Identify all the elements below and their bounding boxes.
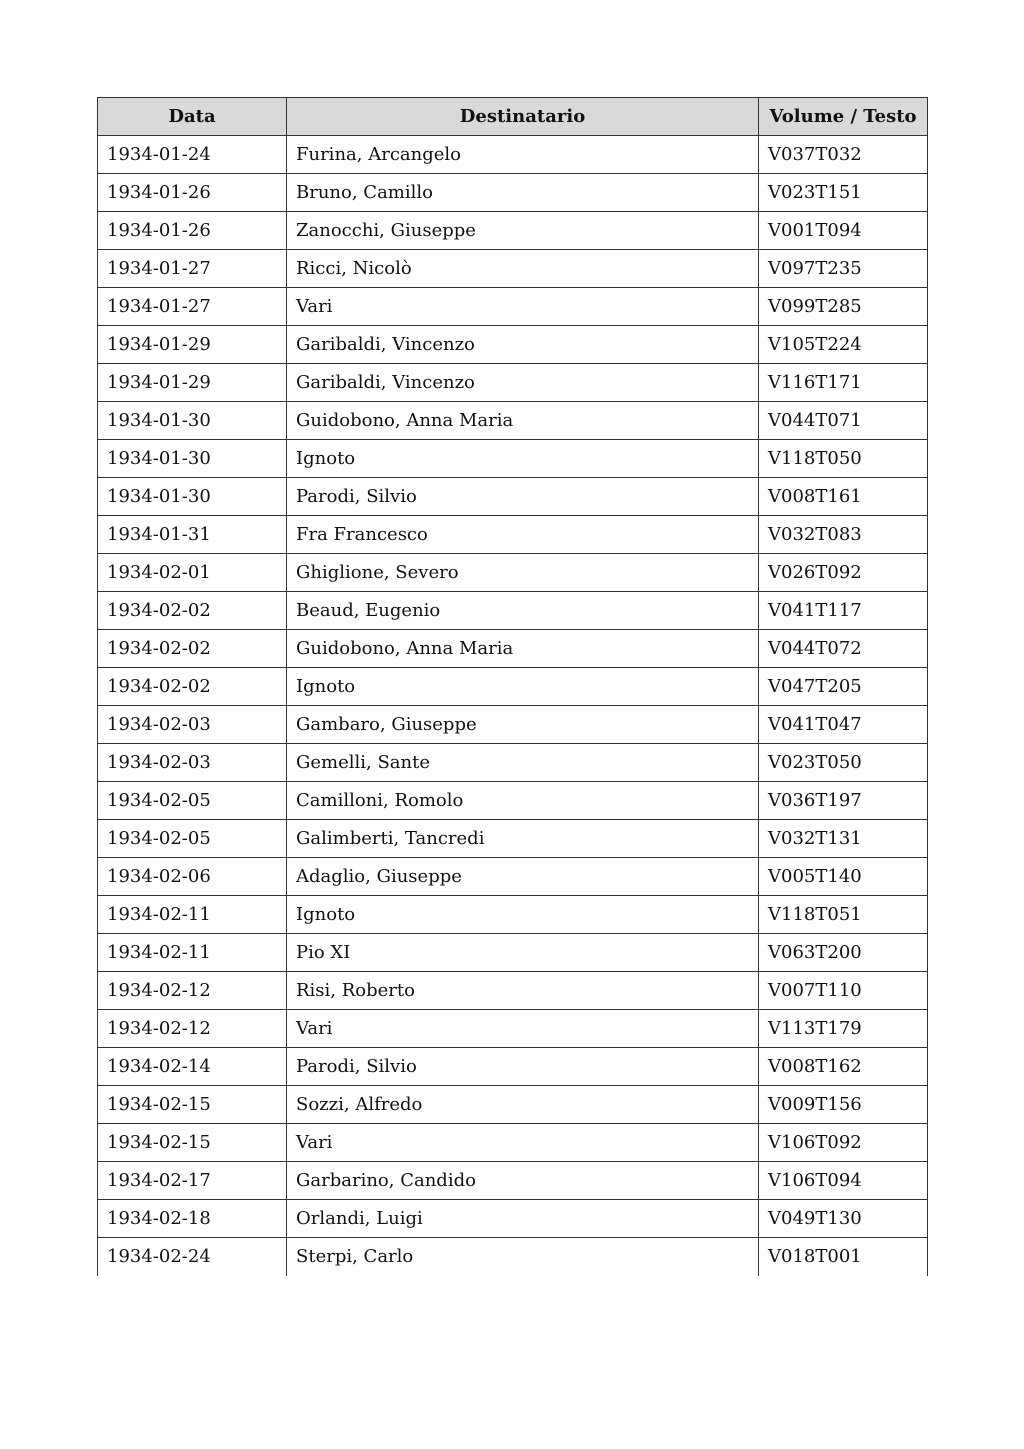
cell-date: 1934-02-06: [98, 858, 287, 896]
table-row: [98, 858, 928, 896]
cell-volume: V032T083: [759, 516, 928, 554]
table-row: [98, 212, 928, 250]
cell-date: 1934-01-24: [98, 136, 287, 174]
cell-recipient: Vari: [287, 1010, 759, 1048]
cell-recipient: Ghiglione, Severo: [287, 554, 759, 592]
cell-recipient: Guidobono, Anna Maria: [287, 630, 759, 668]
table-row: [98, 1200, 928, 1238]
cell-recipient: Beaud, Eugenio: [287, 592, 759, 630]
cell-recipient: Garibaldi, Vincenzo: [287, 364, 759, 402]
cell-recipient: Garibaldi, Vincenzo: [287, 326, 759, 364]
table-header: [98, 98, 928, 136]
table-row: [98, 972, 928, 1010]
table-row: [98, 1238, 928, 1276]
table-row: [98, 668, 928, 706]
cell-date: 1934-02-03: [98, 706, 287, 744]
cell-volume: V044T072: [759, 630, 928, 668]
cell-date: 1934-02-01: [98, 554, 287, 592]
cell-recipient: Parodi, Silvio: [287, 478, 759, 516]
cell-date: 1934-02-12: [98, 1010, 287, 1048]
cell-recipient: Gambaro, Giuseppe: [287, 706, 759, 744]
table-row: [98, 250, 928, 288]
cell-volume: V105T224: [759, 326, 928, 364]
cell-date: 1934-02-15: [98, 1086, 287, 1124]
cell-recipient: Gemelli, Sante: [287, 744, 759, 782]
cell-date: 1934-02-05: [98, 782, 287, 820]
cell-volume: V097T235: [759, 250, 928, 288]
cell-volume: V118T051: [759, 896, 928, 934]
cell-date: 1934-02-11: [98, 896, 287, 934]
cell-recipient: Garbarino, Candido: [287, 1162, 759, 1200]
cell-recipient: Sozzi, Alfredo: [287, 1086, 759, 1124]
table-row: [98, 136, 928, 174]
cell-date: 1934-02-11: [98, 934, 287, 972]
cell-recipient: Furina, Arcangelo: [287, 136, 759, 174]
cell-volume: V005T140: [759, 858, 928, 896]
table-body: [98, 136, 928, 1276]
cell-recipient: Parodi, Silvio: [287, 1048, 759, 1086]
table-header-row: [98, 98, 928, 136]
cell-recipient: Vari: [287, 288, 759, 326]
cell-recipient: Sterpi, Carlo: [287, 1238, 759, 1276]
cell-recipient: Vari: [287, 1124, 759, 1162]
cell-volume: V041T117: [759, 592, 928, 630]
table-row: [98, 1124, 928, 1162]
cell-volume: V116T171: [759, 364, 928, 402]
cell-recipient: Galimberti, Tancredi: [287, 820, 759, 858]
cell-date: 1934-02-05: [98, 820, 287, 858]
table-row: [98, 402, 928, 440]
cell-volume: V001T094: [759, 212, 928, 250]
cell-date: 1934-01-27: [98, 250, 287, 288]
cell-date: 1934-02-03: [98, 744, 287, 782]
cell-volume: V026T092: [759, 554, 928, 592]
table-row: [98, 744, 928, 782]
table-row: [98, 1086, 928, 1124]
cell-volume: V023T151: [759, 174, 928, 212]
cell-date: 1934-01-27: [98, 288, 287, 326]
cell-recipient: Pio XI: [287, 934, 759, 972]
table-row: [98, 592, 928, 630]
cell-volume: V106T094: [759, 1162, 928, 1200]
table-row: [98, 630, 928, 668]
table-row: [98, 554, 928, 592]
cell-volume: V009T156: [759, 1086, 928, 1124]
cell-date: 1934-02-15: [98, 1124, 287, 1162]
cell-date: 1934-01-30: [98, 402, 287, 440]
cell-date: 1934-02-12: [98, 972, 287, 1010]
cell-date: 1934-02-14: [98, 1048, 287, 1086]
cell-volume: V044T071: [759, 402, 928, 440]
table-row: [98, 1010, 928, 1048]
cell-recipient: Adaglio, Giuseppe: [287, 858, 759, 896]
cell-date: 1934-01-29: [98, 326, 287, 364]
cell-recipient: Fra Francesco: [287, 516, 759, 554]
table-row: [98, 174, 928, 212]
letters-table: [97, 97, 928, 1276]
cell-date: 1934-02-02: [98, 592, 287, 630]
cell-recipient: Risi, Roberto: [287, 972, 759, 1010]
table-row: [98, 706, 928, 744]
cell-date: 1934-02-02: [98, 630, 287, 668]
cell-volume: V007T110: [759, 972, 928, 1010]
cell-date: 1934-02-18: [98, 1200, 287, 1238]
cell-volume: V049T130: [759, 1200, 928, 1238]
cell-volume: V047T205: [759, 668, 928, 706]
cell-recipient: Zanocchi, Giuseppe: [287, 212, 759, 250]
cell-volume: V008T162: [759, 1048, 928, 1086]
cell-date: 1934-02-17: [98, 1162, 287, 1200]
cell-volume: V118T050: [759, 440, 928, 478]
cell-date: 1934-02-24: [98, 1238, 287, 1276]
table-row: [98, 820, 928, 858]
cell-recipient: Ignoto: [287, 668, 759, 706]
cell-date: 1934-01-30: [98, 478, 287, 516]
table-row: [98, 288, 928, 326]
cell-date: 1934-01-30: [98, 440, 287, 478]
cell-volume: V018T001: [759, 1238, 928, 1276]
cell-volume: V106T092: [759, 1124, 928, 1162]
header-date: Data: [98, 98, 287, 136]
table-row: [98, 1048, 928, 1086]
header-recipient: Destinatario: [287, 98, 759, 136]
cell-volume: V037T032: [759, 136, 928, 174]
table-row: [98, 440, 928, 478]
cell-volume: V099T285: [759, 288, 928, 326]
cell-volume: V036T197: [759, 782, 928, 820]
table-row: [98, 1162, 928, 1200]
table-row: [98, 934, 928, 972]
cell-recipient: Bruno, Camillo: [287, 174, 759, 212]
cell-recipient: Ignoto: [287, 896, 759, 934]
cell-date: 1934-01-31: [98, 516, 287, 554]
cell-volume: V023T050: [759, 744, 928, 782]
table-row: [98, 364, 928, 402]
cell-date: 1934-01-26: [98, 212, 287, 250]
cell-volume: V113T179: [759, 1010, 928, 1048]
cell-date: 1934-01-26: [98, 174, 287, 212]
cell-date: 1934-01-29: [98, 364, 287, 402]
cell-recipient: Ignoto: [287, 440, 759, 478]
table-row: [98, 516, 928, 554]
cell-volume: V008T161: [759, 478, 928, 516]
table-row: [98, 896, 928, 934]
header-volume: Volume / Testo: [759, 98, 928, 136]
cell-recipient: Orlandi, Luigi: [287, 1200, 759, 1238]
cell-volume: V032T131: [759, 820, 928, 858]
table-row: [98, 478, 928, 516]
cell-volume: V041T047: [759, 706, 928, 744]
table-row: [98, 782, 928, 820]
cell-recipient: Camilloni, Romolo: [287, 782, 759, 820]
cell-recipient: Ricci, Nicolò: [287, 250, 759, 288]
cell-recipient: Guidobono, Anna Maria: [287, 402, 759, 440]
cell-date: 1934-02-02: [98, 668, 287, 706]
cell-volume: V063T200: [759, 934, 928, 972]
table-row: [98, 326, 928, 364]
